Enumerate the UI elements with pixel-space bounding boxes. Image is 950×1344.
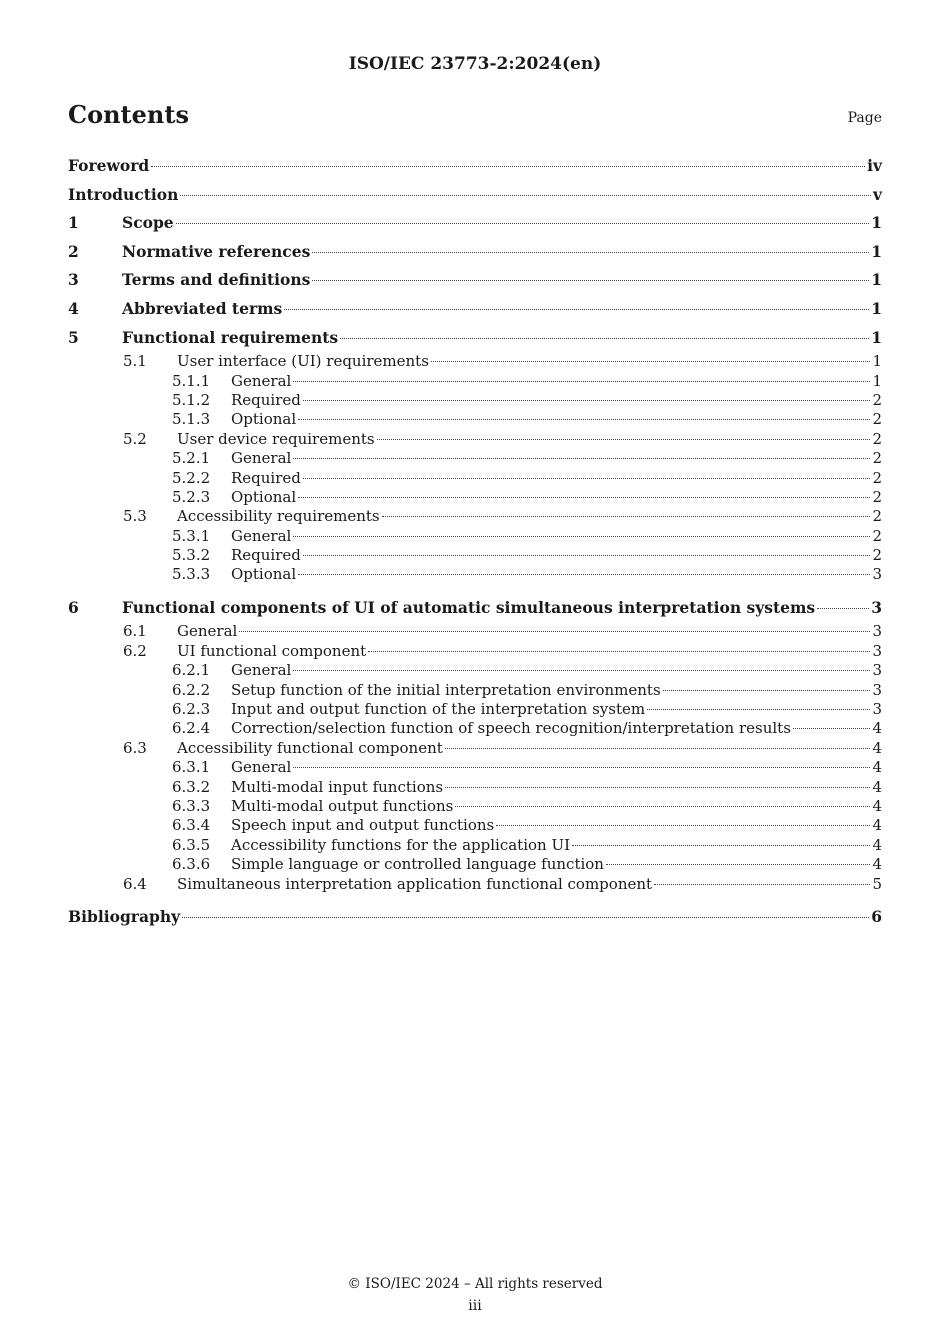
toc-entry-number: 6.2.4: [172, 719, 211, 738]
toc-entry-number: 5: [68, 327, 79, 347]
toc-entry-page: 2: [872, 487, 882, 506]
toc-entry-title: Optional: [231, 565, 297, 584]
toc-entry-page: 2: [872, 449, 882, 468]
toc-entry-page: 1: [871, 213, 882, 233]
toc-entry-number: 6.2.1: [172, 661, 211, 680]
toc-entry-number: 5.3: [123, 507, 147, 526]
toc-entry-title: Multi-modal input functions: [231, 777, 444, 796]
toc-entry-page: 4: [872, 816, 882, 835]
toc-dot-leader: [312, 280, 869, 281]
toc-entry[interactable]: [68, 622, 882, 641]
toc-entry-page: 4: [872, 758, 882, 777]
toc-entry-title: Input and output function of the interpretation system: [231, 700, 646, 718]
toc-entry-page: 1: [872, 371, 882, 390]
table-of-contents: [68, 152, 882, 932]
toc-dot-leader: [303, 478, 871, 479]
toc-entry[interactable]: [68, 410, 882, 429]
footer-copyright: © ISO/IEC 2024 – All rights reserved: [347, 1276, 603, 1292]
toc-entry[interactable]: [68, 642, 882, 661]
toc-entry-title: General: [231, 526, 292, 545]
toc-entry-title: Setup function of the initial interpretation environments: [231, 680, 661, 699]
toc-dot-leader: [293, 670, 870, 671]
toc-entry-page: 4: [872, 738, 882, 757]
toc-entry[interactable]: [68, 700, 882, 719]
toc-dot-leader: [368, 651, 870, 652]
toc-entry-number: 5.3.2: [172, 546, 211, 565]
toc-entry-title: Abbreviated terms: [122, 298, 283, 318]
toc-entry-number: 6.3: [123, 738, 147, 757]
toc-entry-title: Speech input and output functions: [231, 816, 495, 835]
toc-entry-number: 5.2.2: [172, 468, 211, 487]
toc-dot-leader: [654, 884, 870, 885]
toc-entry[interactable]: [68, 797, 882, 816]
toc-dot-leader: [496, 825, 870, 826]
toc-entry-page: 1: [871, 241, 882, 261]
toc-entry-page: 6: [871, 906, 882, 926]
toc-entry[interactable]: [68, 758, 882, 777]
toc-entry[interactable]: [68, 152, 882, 181]
toc-entry-title: Foreword: [68, 156, 150, 175]
toc-entry[interactable]: [68, 836, 882, 855]
toc-entry-page: 1: [871, 327, 882, 347]
toc-entry-page: 4: [872, 777, 882, 796]
toc-entry[interactable]: [68, 295, 882, 324]
toc-entry-page: 2: [872, 526, 882, 545]
toc-entry[interactable]: [68, 855, 882, 874]
toc-entry-page: 3: [872, 641, 882, 660]
toc-dot-leader: [298, 419, 870, 420]
toc-entry-number: 1: [68, 213, 79, 233]
toc-dot-leader: [445, 748, 871, 749]
toc-dot-leader: [293, 536, 870, 537]
toc-dot-leader: [663, 690, 871, 691]
toc-entry[interactable]: [68, 681, 882, 700]
toc-entry-page: 2: [872, 390, 882, 409]
toc-entry-number: 5.1.1: [172, 371, 211, 390]
toc-entry-title: Required: [231, 468, 301, 487]
toc-entry-title: Multi-modal output functions: [231, 796, 454, 815]
toc-dot-leader: [182, 917, 869, 918]
toc-dot-leader: [382, 516, 871, 517]
toc-entry-number: 5.2: [123, 429, 147, 448]
toc-entry[interactable]: [68, 430, 882, 449]
toc-entry-title: Terms and definitions: [122, 270, 311, 290]
toc-entry[interactable]: [68, 238, 882, 267]
toc-entry-title: Bibliography: [68, 906, 181, 926]
toc-dot-leader: [298, 574, 870, 575]
toc-entry[interactable]: [68, 739, 882, 758]
toc-dot-leader: [455, 806, 870, 807]
toc-entry-title: General: [231, 449, 292, 468]
toc-entry[interactable]: [68, 778, 882, 797]
toc-dot-leader: [284, 309, 869, 310]
toc-dot-leader: [431, 361, 871, 362]
toc-entry-title: User device requirements: [177, 429, 375, 448]
toc-entry[interactable]: [68, 391, 882, 410]
toc-entry[interactable]: [68, 719, 882, 738]
toc-entry[interactable]: [68, 488, 882, 507]
toc-entry-number: 3: [68, 270, 79, 290]
toc-entry-number: 6.3.1: [172, 758, 211, 777]
toc-entry-title: Accessibility functional component: [177, 738, 443, 757]
toc-entry[interactable]: [68, 449, 882, 468]
toc-entry-title: General: [177, 622, 238, 641]
contents-title: Contents: [68, 100, 189, 129]
toc-entry-number: 6: [68, 597, 79, 617]
toc-dot-leader: [793, 728, 871, 729]
toc-entry-title: Required: [231, 546, 301, 565]
toc-entry[interactable]: [68, 469, 882, 488]
toc-entry-title: Correction/selection function of speech recognition/interpretation results: [231, 719, 791, 738]
toc-entry-number: 5.3.1: [172, 526, 211, 545]
toc-dot-leader: [293, 381, 870, 382]
toc-entry[interactable]: [68, 266, 882, 295]
toc-entry-number: 6.3.6: [172, 855, 211, 874]
toc-entry-title: General: [231, 371, 292, 390]
toc-entry-title: Simple language or controlled language function: [231, 855, 604, 874]
toc-entry-number: 5.2.3: [172, 487, 211, 506]
toc-entry-number: 6.2: [123, 641, 147, 660]
toc-entry-page: 1: [872, 352, 882, 371]
toc-entry-number: 6.3.4: [172, 816, 211, 835]
toc-entry-title: General: [231, 661, 292, 680]
toc-entry-title: UI functional component: [177, 641, 367, 660]
toc-entry-number: 5.1.2: [172, 390, 211, 409]
toc-entry-number: 6.3.2: [172, 777, 211, 796]
toc-entry-page: v: [872, 184, 882, 204]
toc-dot-leader: [303, 400, 871, 401]
toc-dot-leader: [176, 223, 870, 224]
toc-entry-page: 4: [872, 719, 882, 738]
toc-entry-number: 6.3.5: [172, 835, 211, 854]
toc-entry-number: 6.3.3: [172, 796, 211, 815]
toc-entry-page: 3: [872, 680, 882, 699]
toc-entry-title: Optional: [231, 487, 297, 506]
toc-entry[interactable]: [68, 903, 882, 932]
toc-dot-leader: [303, 555, 871, 556]
toc-dot-leader: [239, 631, 870, 632]
toc-entry-title: User interface (UI) requirements: [177, 352, 429, 371]
toc-entry-page: 2: [872, 546, 882, 565]
toc-dot-leader: [647, 709, 870, 710]
toc-entry-title: Introduction: [68, 184, 179, 204]
toc-entry-title: Normative references: [122, 241, 311, 261]
toc-entry-page: 3: [871, 597, 882, 617]
toc-entry-number: 5.3.3: [172, 565, 211, 584]
document-id-header: ISO/IEC 23773-2:2024(en): [348, 54, 602, 74]
toc-entry-page: 4: [872, 855, 882, 874]
toc-dot-leader: [151, 166, 865, 167]
toc-entry[interactable]: [68, 816, 882, 835]
toc-entry-page: 3: [872, 661, 882, 680]
toc-entry-number: 5.1.3: [172, 410, 211, 429]
page-column-label: Page: [847, 110, 882, 126]
toc-dot-leader: [606, 864, 870, 865]
toc-dot-leader: [817, 608, 869, 609]
toc-entry-title: Simultaneous interpretation application functional component: [177, 874, 653, 893]
footer-page-number: iii: [468, 1298, 482, 1314]
toc-entry[interactable]: [68, 209, 882, 238]
toc-dot-leader: [293, 767, 870, 768]
toc-entry-page: 3: [872, 565, 882, 584]
toc-dot-leader: [572, 845, 870, 846]
toc-entry[interactable]: [68, 324, 882, 353]
toc-dot-leader: [312, 252, 869, 253]
toc-dot-leader: [377, 439, 871, 440]
toc-entry-page: 1: [871, 270, 882, 290]
toc-entry-title: Accessibility requirements: [177, 507, 380, 526]
toc-entry-page: 4: [872, 835, 882, 854]
toc-entry-number: 6.4: [123, 874, 147, 893]
toc-entry[interactable]: [68, 875, 882, 894]
toc-entry-page: 2: [872, 468, 882, 487]
toc-entry-page: 2: [872, 507, 882, 526]
toc-entry[interactable]: [68, 661, 882, 680]
toc-entry[interactable]: [68, 507, 882, 526]
toc-dot-leader: [340, 338, 869, 339]
toc-entry-number: 6.1: [123, 622, 147, 641]
toc-entry-page: 2: [872, 410, 882, 429]
toc-entry-title: General: [231, 758, 292, 777]
toc-entry[interactable]: [68, 372, 882, 391]
toc-entry-page: 3: [872, 700, 882, 718]
toc-entry-title: Required: [231, 390, 301, 409]
toc-entry-number: 2: [68, 241, 79, 261]
toc-entry[interactable]: [68, 594, 882, 623]
toc-entry-number: 5.1: [123, 352, 147, 371]
toc-entry[interactable]: [68, 527, 882, 546]
toc-entry-page: 1: [871, 298, 882, 318]
toc-entry-page: 2: [872, 429, 882, 448]
toc-entry[interactable]: [68, 352, 882, 371]
toc-entry-number: 6.2.3: [172, 700, 211, 718]
toc-entry-page: iv: [867, 156, 882, 175]
toc-entry-page: 5: [872, 874, 882, 893]
toc-entry-title: Optional: [231, 410, 297, 429]
toc-entry-title: Functional components of UI of automatic simultaneous interpretation systems: [122, 597, 816, 617]
toc-dot-leader: [293, 458, 870, 459]
toc-entry-number: 6.2.2: [172, 680, 211, 699]
toc-entry-title: Functional requirements: [122, 327, 339, 347]
toc-entry-page: 3: [872, 622, 882, 641]
toc-dot-leader: [180, 195, 871, 196]
toc-entry-number: 5.2.1: [172, 449, 211, 468]
toc-entry[interactable]: [68, 565, 882, 584]
toc-entry-title: Accessibility functions for the application UI: [231, 835, 571, 854]
toc-entry-number: 4: [68, 298, 79, 318]
toc-dot-leader: [298, 497, 870, 498]
toc-entry-page: 4: [872, 796, 882, 815]
toc-entry-title: Scope: [122, 213, 174, 233]
toc-dot-leader: [445, 787, 870, 788]
toc-entry[interactable]: [68, 181, 882, 210]
toc-entry[interactable]: [68, 546, 882, 565]
